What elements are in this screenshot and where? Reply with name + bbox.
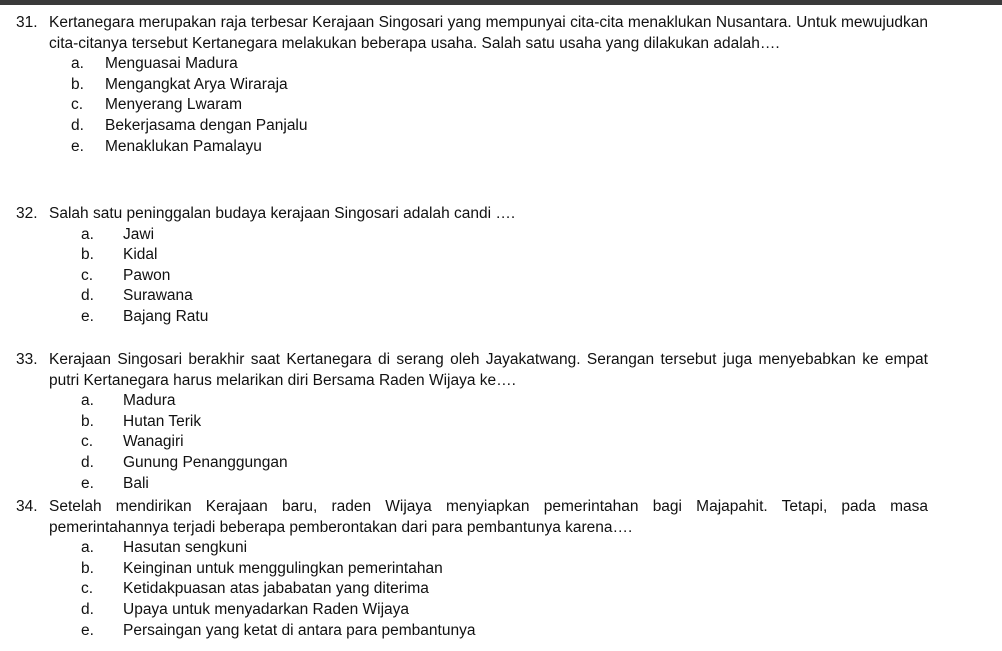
option-text: Keinginan untuk menggulingkan pemerintahan xyxy=(123,559,443,577)
option-letter: c. xyxy=(81,433,94,451)
option-letter: a. xyxy=(71,55,84,73)
option-letter: a. xyxy=(81,539,94,557)
question-text: Kerajaan Singosari berakhir saat Kertanegara di serang oleh Jayakatwang. Serangan tersebut juga menyebabkan ke empat putri Kertanegara harus melarikan diri Bersama Raden Wijaya ke…. xyxy=(49,351,928,389)
option-text: Kidal xyxy=(123,246,158,264)
option-text: Persaingan yang ketat di antara para pembantunya xyxy=(123,621,476,639)
option-letter: b. xyxy=(81,559,94,577)
option-item xyxy=(71,137,928,158)
option-text: Bekerjasama dengan Panjalu xyxy=(105,116,308,134)
option-text: Upaya untuk menyadarkan Raden Wijaya xyxy=(123,600,410,618)
option-text: Pawon xyxy=(123,266,171,284)
option-text: Mengangkat Arya Wiraraja xyxy=(105,75,288,93)
option-item xyxy=(81,453,928,474)
option-list xyxy=(81,538,928,641)
option-letter: b. xyxy=(81,246,94,264)
option-item xyxy=(81,621,928,642)
option-letter: d. xyxy=(71,116,84,134)
option-item xyxy=(71,116,928,137)
option-list xyxy=(71,54,928,157)
option-item xyxy=(71,95,928,116)
option-letter: e. xyxy=(81,307,94,325)
option-item xyxy=(81,412,928,433)
option-item xyxy=(81,225,928,246)
option-letter: a. xyxy=(81,392,94,410)
option-item xyxy=(81,538,928,559)
option-item xyxy=(71,54,928,75)
top-bar xyxy=(0,0,1002,5)
option-text: Hasutan sengkuni xyxy=(123,539,248,557)
option-item xyxy=(81,474,928,495)
option-item xyxy=(81,559,928,580)
option-item xyxy=(81,245,928,266)
question-number: 34. xyxy=(16,498,38,515)
option-letter: c. xyxy=(81,266,94,284)
option-letter: d. xyxy=(81,287,94,305)
option-text: Hutan Terik xyxy=(123,412,202,430)
question-31 xyxy=(16,13,928,157)
option-list xyxy=(81,225,928,328)
option-text: Menaklukan Pamalayu xyxy=(105,137,262,155)
question-text: Setelah mendirikan Kerajaan baru, raden Wijaya menyiapkan pemerintahan bagi Majapahit. Tetapi, pada masa pemerintahannya terjadi beberapa pemberontakan dari para pembantunya karena…. xyxy=(49,498,928,536)
option-item xyxy=(81,432,928,453)
option-text: Menguasai Madura xyxy=(105,55,238,73)
question-34 xyxy=(16,497,928,641)
option-text: Madura xyxy=(123,392,176,410)
option-text: Menyerang Lwaram xyxy=(105,96,242,114)
option-item xyxy=(81,579,928,600)
question-number: 33. xyxy=(16,351,38,368)
option-letter: d. xyxy=(81,453,94,471)
option-letter: c. xyxy=(71,96,84,114)
option-text: Gunung Penanggungan xyxy=(123,453,288,471)
option-item xyxy=(81,307,928,328)
option-item xyxy=(81,286,928,307)
question-number: 31. xyxy=(16,14,38,31)
option-letter: a. xyxy=(81,225,94,243)
option-letter: b. xyxy=(71,75,84,93)
question-number: 32. xyxy=(16,205,38,222)
option-text: Jawi xyxy=(123,225,155,243)
option-letter: d. xyxy=(81,600,94,618)
option-letter: b. xyxy=(81,412,94,430)
option-text: Surawana xyxy=(123,287,193,305)
option-letter: c. xyxy=(81,580,94,598)
option-text: Bali xyxy=(123,474,149,492)
option-text: Ketidakpuasan atas jababatan yang diterima xyxy=(123,580,429,598)
option-text: Bajang Ratu xyxy=(123,307,209,325)
option-text: Wanagiri xyxy=(123,433,184,451)
option-letter: e. xyxy=(81,474,94,492)
question-text: Kertanegara merupakan raja terbesar Kerajaan Singosari yang mempunyai cita-cita menaklukan Nusantara. Untuk mewujudkan cita-citanya tersebut Kertanegara melakukan beberapa usaha. Salah satu usaha yang dilakukan adalah…. xyxy=(49,14,928,52)
question-33 xyxy=(16,350,928,494)
option-list xyxy=(81,391,928,494)
option-letter: e. xyxy=(71,137,84,155)
option-letter: e. xyxy=(81,621,94,639)
option-item xyxy=(81,391,928,412)
option-item xyxy=(81,266,928,287)
option-item xyxy=(71,75,928,96)
question-32 xyxy=(16,204,928,328)
option-item xyxy=(81,600,928,621)
question-text: Salah satu peninggalan budaya kerajaan Singosari adalah candi …. xyxy=(49,205,516,222)
